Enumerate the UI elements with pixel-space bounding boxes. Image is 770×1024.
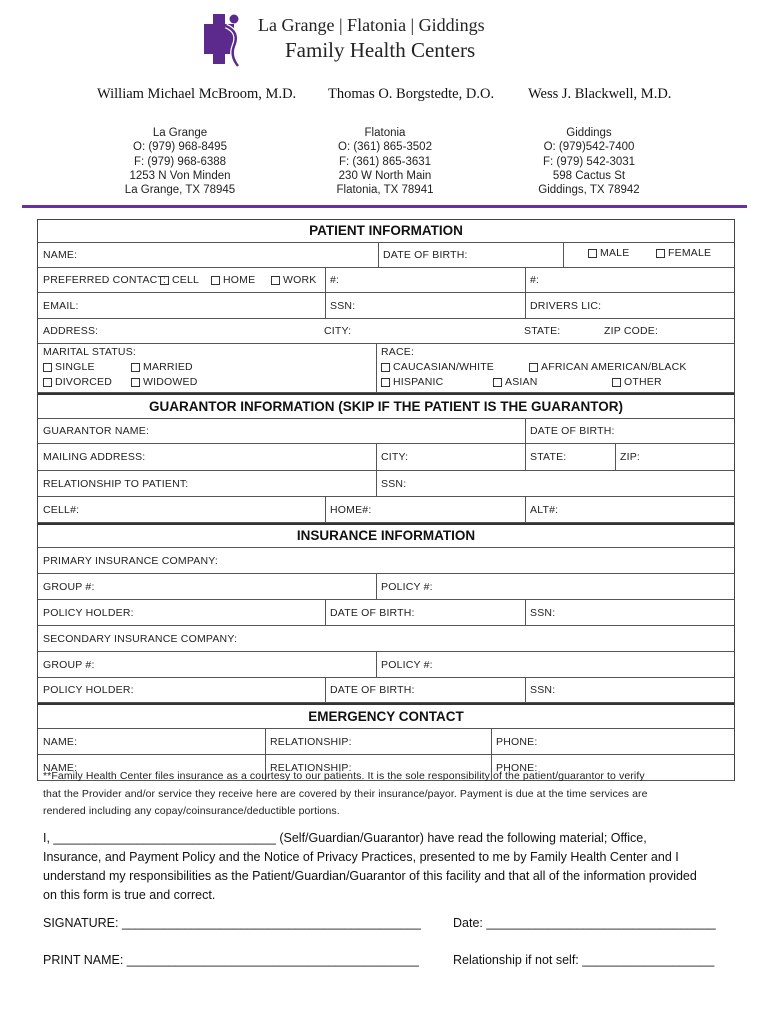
- office-street: 230 W North Main: [338, 169, 432, 182]
- header-divider: [22, 205, 747, 208]
- work-checkbox[interactable]: WORK: [271, 274, 316, 286]
- patient-dob-field[interactable]: DATE OF BIRTH:: [383, 249, 468, 261]
- guarantor-alt-field[interactable]: ALT#:: [530, 503, 559, 516]
- emergency-relationship-field[interactable]: RELATIONSHIP:: [270, 735, 352, 748]
- insurance-notice: [43, 768, 723, 821]
- african-american-checkbox[interactable]: AFRICAN AMERICAN/BLACK: [529, 361, 687, 373]
- section-title-guarantor: GUARANTOR INFORMATION (SKIP IF THE PATIENT IS THE GUARANTOR): [38, 393, 734, 419]
- print-name-field[interactable]: PRINT NAME: __________________________________________: [43, 953, 419, 967]
- race-label: RACE:: [381, 346, 415, 358]
- secondary-holder-dob-field[interactable]: DATE OF BIRTH:: [330, 684, 415, 696]
- office-citystate: Giddings, TX 78942: [538, 184, 640, 197]
- emergency-phone-field[interactable]: PHONE:: [496, 761, 538, 774]
- section-title-emergency: EMERGENCY CONTACT: [38, 703, 734, 729]
- emergency-name-field[interactable]: NAME:: [43, 761, 78, 774]
- divorced-checkbox[interactable]: DIVORCED: [43, 376, 112, 388]
- insurance-row-primary: [38, 548, 734, 574]
- intake-form: [37, 219, 735, 781]
- drivers-license-field[interactable]: DRIVERS LIC:: [530, 299, 602, 312]
- office-block-lagrange: [95, 126, 265, 197]
- home-checkbox[interactable]: HOME: [211, 274, 255, 286]
- checkbox-icon: [588, 249, 597, 258]
- emergency-row-1: [38, 729, 734, 755]
- widowed-checkbox[interactable]: WIDOWED: [131, 376, 197, 388]
- relationship-if-not-self-field[interactable]: Relationship if not self: ___________________: [453, 953, 715, 967]
- checkbox-icon: [131, 363, 140, 372]
- doctor-name: Wess J. Blackwell, M.D.: [528, 86, 672, 102]
- emergency-name-field[interactable]: NAME:: [43, 735, 78, 748]
- hispanic-checkbox[interactable]: HISPANIC: [381, 376, 443, 388]
- notice-line: that the Provider and/or service they receive here are covered by their insurance/payor. Payment is due at the time services are: [43, 787, 648, 800]
- guarantor-home-field[interactable]: HOME#:: [330, 503, 372, 516]
- doctor-name: William Michael McBroom, M.D.: [97, 86, 297, 102]
- state-label: STATE:: [524, 325, 561, 337]
- insurance-row-secondary: [38, 626, 734, 652]
- insurance-row-holder-2: [38, 678, 734, 703]
- office-fax: F: (979) 968-6388: [133, 155, 227, 168]
- attest-line: on this form is true and correct.: [43, 888, 216, 902]
- emergency-phone-field[interactable]: PHONE:: [496, 735, 538, 748]
- notice-line: rendered including any copay/coinsurance/deductible portions.: [43, 805, 340, 817]
- checkbox-icon: [612, 378, 621, 387]
- notice-line: **Family Health Center files insurance as a courtesy to our patients. It is the sole responsibility of the patient/guarantor to verify: [43, 770, 645, 782]
- contact-number-field[interactable]: #:: [330, 274, 340, 286]
- ssn-field[interactable]: SSN:: [330, 299, 356, 312]
- header-locations: La Grange | Flatonia | Giddings: [258, 15, 485, 35]
- zip-label: ZIP CODE:: [604, 325, 659, 337]
- guarantor-name-field[interactable]: GUARANTOR NAME:: [43, 425, 150, 437]
- checkbox-icon: [381, 378, 390, 387]
- checkbox-icon: [131, 378, 140, 387]
- checkbox-icon: [656, 249, 665, 258]
- office-citystate: La Grange, TX 78945: [124, 184, 236, 197]
- guarantor-row-name: [38, 419, 734, 444]
- office-block-giddings: [504, 126, 674, 197]
- checkbox-icon: [160, 276, 169, 285]
- secondary-insurance-field[interactable]: SECONDARY INSURANCE COMPANY:: [43, 632, 238, 645]
- office-city: La Grange: [152, 127, 208, 139]
- guarantor-zip-field[interactable]: ZIP:: [620, 451, 641, 463]
- guarantor-mailing-field[interactable]: MAILING ADDRESS:: [43, 451, 146, 463]
- guarantor-state-field[interactable]: STATE:: [530, 451, 567, 463]
- emergency-relationship-field[interactable]: RELATIONSHIP:: [270, 761, 352, 774]
- primary-insurance-field[interactable]: PRIMARY INSURANCE COMPANY:: [43, 554, 218, 567]
- marital-status-label: MARITAL STATUS:: [43, 346, 137, 358]
- office-street: 1253 N Von Minden: [129, 169, 231, 182]
- patient-row-marital-race: [38, 344, 734, 393]
- patient-row-contact: [38, 268, 734, 293]
- patient-name-field[interactable]: NAME:: [43, 249, 78, 261]
- attest-line: Insurance, and Payment Policy and the Notice of Privacy Practices, presented to me by Family Health Center and I: [43, 850, 679, 864]
- attest-line: I, ________________________________ (Self/Guardian/Guarantor) have read the following material; Office,: [43, 831, 647, 845]
- primary-group-field[interactable]: GROUP #:: [43, 580, 95, 593]
- checkbox-icon: [271, 276, 280, 285]
- office-phone: O: (979) 968-8495: [133, 141, 227, 154]
- secondary-holder-ssn-field[interactable]: SSN:: [530, 684, 556, 696]
- checkbox-icon: [43, 378, 52, 387]
- section-title-patient: PATIENT INFORMATION: [38, 220, 734, 243]
- office-city: Giddings: [566, 127, 612, 139]
- guarantor-dob-field[interactable]: DATE OF BIRTH:: [530, 425, 615, 437]
- cell-checkbox[interactable]: CELL: [160, 274, 199, 286]
- doctor-name: Thomas O. Borgstedte, D.O.: [328, 86, 495, 102]
- single-checkbox[interactable]: SINGLE: [43, 361, 95, 373]
- guarantor-city-field[interactable]: CITY:: [381, 451, 409, 463]
- attest-line: understand my responsibilities as the Patient/Guardian/Guarantor of this facility and that all of the information provided: [43, 869, 697, 883]
- secondary-holder-field[interactable]: POLICY HOLDER:: [43, 684, 134, 696]
- patient-row-email: [38, 293, 734, 319]
- checkbox-icon: [211, 276, 220, 285]
- office-phone: O: (979)542-7400: [543, 141, 635, 154]
- office-fax: F: (361) 865-3631: [338, 155, 432, 168]
- checkbox-icon: [493, 378, 502, 387]
- address-field[interactable]: ADDRESS:: [43, 325, 99, 337]
- other-checkbox[interactable]: OTHER: [612, 376, 662, 388]
- header-org-name: Family Health Centers: [285, 38, 476, 62]
- primary-holder-ssn-field[interactable]: SSN:: [530, 606, 556, 619]
- section-title-insurance: INSURANCE INFORMATION: [38, 523, 734, 548]
- guarantor-row-phones: [38, 497, 734, 523]
- male-checkbox[interactable]: MALE: [588, 247, 629, 259]
- office-street: 598 Cactus St: [552, 169, 626, 182]
- insurance-row-holder: [38, 600, 734, 626]
- signature-field[interactable]: SIGNATURE: ___________________________________________: [43, 916, 421, 930]
- guarantor-relationship-field[interactable]: RELATIONSHIP TO PATIENT:: [43, 477, 189, 490]
- contact-number-2-field[interactable]: #:: [530, 274, 540, 286]
- primary-holder-dob-field[interactable]: DATE OF BIRTH:: [330, 606, 415, 619]
- office-phone: O: (361) 865-3502: [338, 141, 432, 154]
- asian-checkbox[interactable]: ASIAN: [493, 376, 538, 388]
- date-field[interactable]: Date: _________________________________: [453, 916, 716, 930]
- patient-row-address: [38, 319, 734, 344]
- caucasian-checkbox[interactable]: CAUCASIAN/WHITE: [381, 361, 494, 373]
- insurance-row-group-2: [38, 652, 734, 678]
- preferred-contact-label: PREFERRED CONTACT:: [43, 274, 166, 286]
- office-block-flatonia: [300, 126, 470, 197]
- checkbox-icon: [529, 363, 538, 372]
- city-label: CITY:: [324, 325, 352, 337]
- office-citystate: Flatonia, TX 78941: [336, 184, 434, 197]
- guarantor-row-relationship: [38, 471, 734, 497]
- attestation-paragraph: [43, 829, 733, 905]
- email-field[interactable]: EMAIL:: [43, 299, 79, 312]
- insurance-row-group: [38, 574, 734, 600]
- patient-row-name: [38, 243, 734, 268]
- office-city: Flatonia: [364, 127, 406, 139]
- guarantor-row-address: [38, 444, 734, 471]
- secondary-policy-field[interactable]: POLICY #:: [381, 658, 433, 671]
- primary-policy-field[interactable]: POLICY #:: [381, 580, 433, 593]
- guarantor-cell-field[interactable]: CELL#:: [43, 503, 80, 516]
- married-checkbox[interactable]: MARRIED: [131, 361, 193, 373]
- primary-holder-field[interactable]: POLICY HOLDER:: [43, 606, 134, 619]
- female-checkbox[interactable]: FEMALE: [656, 247, 711, 259]
- secondary-group-field[interactable]: GROUP #:: [43, 658, 95, 671]
- checkbox-icon: [381, 363, 390, 372]
- office-fax: F: (979) 542-3031: [542, 155, 636, 168]
- guarantor-ssn-field[interactable]: SSN:: [381, 477, 407, 490]
- checkbox-icon: [43, 363, 52, 372]
- cross-logo-icon: [204, 10, 252, 68]
